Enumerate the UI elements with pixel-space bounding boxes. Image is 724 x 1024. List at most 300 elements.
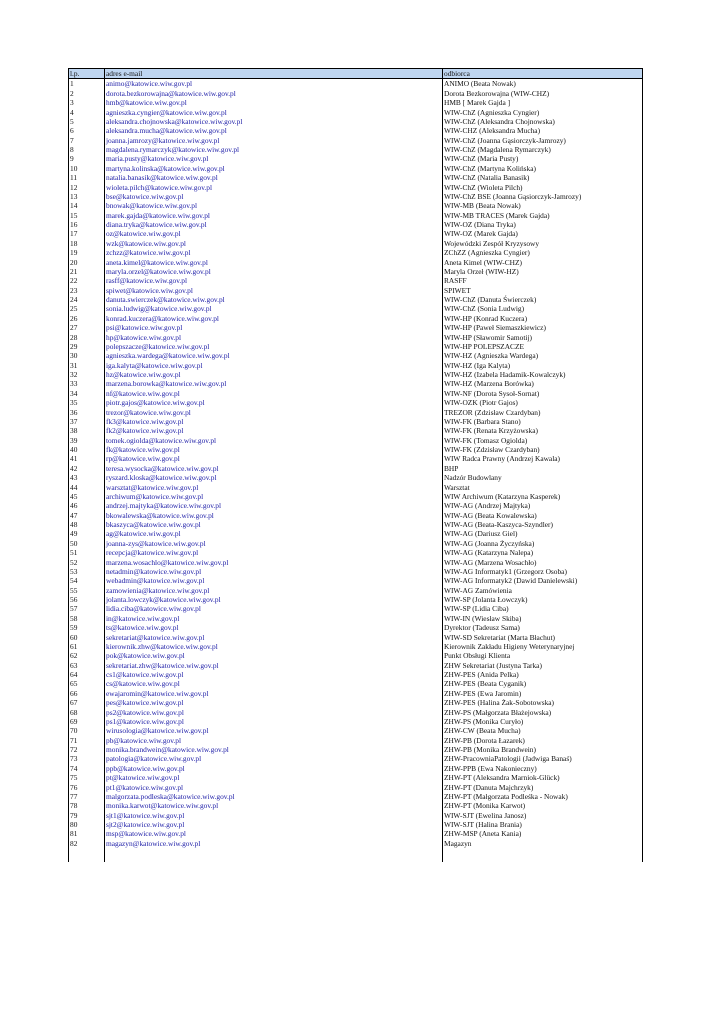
table-row <box>69 361 643 370</box>
table-row <box>69 464 643 473</box>
row-email[interactable]: ag@katowice.wiw.gov.pl <box>105 529 443 538</box>
row-email[interactable]: piotr.gajos@katowice.wiw.gov.pl <box>105 398 443 407</box>
row-email[interactable]: bse@katowice.wiw.gov.pl <box>105 192 443 201</box>
table-row <box>69 839 643 848</box>
row-recipient: ZHW-PracowniaPatologii (Jadwiga Banaś) <box>443 754 643 763</box>
row-email[interactable]: lidia.ciba@katowice.wiw.gov.pl <box>105 604 443 613</box>
row-email[interactable]: cs1@katowice.wiw.gov.pl <box>105 670 443 679</box>
row-email[interactable]: warsztat@katowice.wiw.gov.pl <box>105 483 443 492</box>
row-number: 63 <box>69 661 105 670</box>
row-number: 33 <box>69 379 105 388</box>
row-recipient: Magazyn <box>443 839 643 848</box>
row-email[interactable]: rp@katowice.wiw.gov.pl <box>105 454 443 463</box>
table-row <box>69 89 643 98</box>
row-recipient: WIW-HZ (Iga Kalyta) <box>443 361 643 370</box>
table-row <box>69 79 643 89</box>
row-email[interactable]: marzena.borowka@katowice.wiw.gov.pl <box>105 379 443 388</box>
row-number: 75 <box>69 773 105 782</box>
row-number: 80 <box>69 820 105 829</box>
row-number: 34 <box>69 389 105 398</box>
row-email[interactable]: msp@katowice.wiw.gov.pl <box>105 829 443 838</box>
table-row <box>69 117 643 126</box>
row-email[interactable]: agnieszka.cyngier@katowice.wiw.gov.pl <box>105 108 443 117</box>
row-recipient: WIW-HP (Konrad Kuczera) <box>443 314 643 323</box>
table-row <box>69 239 643 248</box>
row-number: 68 <box>69 708 105 717</box>
table-row <box>69 183 643 192</box>
table-row <box>69 698 643 707</box>
row-recipient: WIW-HP (Sławomir Samotij) <box>443 333 643 342</box>
row-recipient: TREZOR (Zdzisław Czardyban) <box>443 408 643 417</box>
row-email[interactable]: magdalena.rymarczyk@katowice.wiw.gov.pl <box>105 145 443 154</box>
row-email[interactable]: fk@katowice.wiw.gov.pl <box>105 445 443 454</box>
table-row <box>69 417 643 426</box>
row-email[interactable]: zchzz@katowice.wiw.gov.pl <box>105 248 443 257</box>
row-email[interactable]: marek.gajda@katowice.wiw.gov.pl <box>105 211 443 220</box>
header-email: adres e-mail <box>105 69 443 79</box>
row-number: 70 <box>69 726 105 735</box>
row-email[interactable]: sonia.ludwig@katowice.wiw.gov.pl <box>105 304 443 313</box>
row-recipient: WIW-IN (Wiesław Skiba) <box>443 614 643 623</box>
row-recipient: ZHW-PS (Monika Curyło) <box>443 717 643 726</box>
row-email[interactable]: malgorzata.podleska@katowice.wiw.gov.pl <box>105 792 443 801</box>
row-number: 62 <box>69 651 105 660</box>
row-number: 58 <box>69 614 105 623</box>
row-recipient: WIW-AG Zamówienia <box>443 586 643 595</box>
table-row <box>69 801 643 810</box>
table-row <box>69 501 643 510</box>
row-email[interactable]: cs@katowice.wiw.gov.pl <box>105 679 443 688</box>
row-number: 78 <box>69 801 105 810</box>
header-lp: l.p. <box>69 69 105 79</box>
row-email[interactable]: danuta.swierczek@katowice.wiw.gov.pl <box>105 295 443 304</box>
table-row <box>69 661 643 670</box>
table-row <box>69 304 643 313</box>
row-number: 39 <box>69 436 105 445</box>
row-recipient: ZHW-PT (Aleksandra Marniok-Glück) <box>443 773 643 782</box>
row-number: 3 <box>69 98 105 107</box>
row-number: 13 <box>69 192 105 201</box>
row-recipient: WIW-OZ (Marek Gajda) <box>443 229 643 238</box>
row-recipient: BHP <box>443 464 643 473</box>
row-number: 71 <box>69 736 105 745</box>
row-email[interactable]: rasff@katowice.wiw.gov.pl <box>105 276 443 285</box>
table-row <box>69 370 643 379</box>
row-recipient: RASFF <box>443 276 643 285</box>
table-row <box>69 286 643 295</box>
row-number: 59 <box>69 623 105 632</box>
row-recipient: Maryla Orzeł (WIW-HZ) <box>443 267 643 276</box>
table-row <box>69 595 643 604</box>
table-row <box>69 473 643 482</box>
row-number: 54 <box>69 576 105 585</box>
row-email[interactable]: joanna.jamrozy@katowice.wiw.gov.pl <box>105 136 443 145</box>
row-recipient: WIW-AG (Beata Kowalewska) <box>443 511 643 520</box>
row-email[interactable]: konrad.kuczera@katowice.wiw.gov.pl <box>105 314 443 323</box>
row-number: 25 <box>69 304 105 313</box>
table-row <box>69 248 643 257</box>
table-row <box>69 220 643 229</box>
row-number: 30 <box>69 351 105 360</box>
row-email[interactable]: aleksandra.chojnowska@katowice.wiw.gov.pl <box>105 117 443 126</box>
row-number: 47 <box>69 511 105 520</box>
table-row <box>69 642 643 651</box>
row-email[interactable]: pb@katowice.wiw.gov.pl <box>105 736 443 745</box>
row-email[interactable]: wioleta.pilch@katowice.wiw.gov.pl <box>105 183 443 192</box>
row-email[interactable]: bnowak@katowice.wiw.gov.pl <box>105 201 443 210</box>
row-recipient: WIW-OZ (Diana Tryka) <box>443 220 643 229</box>
row-email[interactable]: pt1@katowice.wiw.gov.pl <box>105 783 443 792</box>
row-email[interactable]: archiwum@katowice.wiw.gov.pl <box>105 492 443 501</box>
table-row <box>69 529 643 538</box>
row-email[interactable]: bkowalewska@katowice.wiw.gov.pl <box>105 511 443 520</box>
row-email[interactable]: wirusologia@katowice.wiw.gov.pl <box>105 726 443 735</box>
row-number: 73 <box>69 754 105 763</box>
row-number: 26 <box>69 314 105 323</box>
table-row <box>69 333 643 342</box>
row-number: 17 <box>69 229 105 238</box>
row-recipient: WIW-CHZ (Aleksandra Mucha) <box>443 126 643 135</box>
row-recipient: WIW-AG (Dariusz Giel) <box>443 529 643 538</box>
row-recipient: ZHW-PT (Monika Karwot) <box>443 801 643 810</box>
table-row <box>69 520 643 529</box>
table-row <box>69 773 643 782</box>
table-row <box>69 483 643 492</box>
row-number: 12 <box>69 183 105 192</box>
row-email[interactable]: hmb@katowice.wiw.gov.pl <box>105 98 443 107</box>
row-email[interactable]: ewajaromin@katowice.wiw.gov.pl <box>105 689 443 698</box>
row-recipient: WIW-AG (Marzena Wosachło) <box>443 558 643 567</box>
row-email[interactable]: bkaszyca@katowice.wiw.gov.pl <box>105 520 443 529</box>
row-recipient: WIW-NF (Dorota Sysoł-Sornat) <box>443 389 643 398</box>
row-email[interactable]: kierownik.zhw@katowice.wiw.gov.pl <box>105 642 443 651</box>
row-recipient: WIW-HP POLEPSZACZE <box>443 342 643 351</box>
row-number: 77 <box>69 792 105 801</box>
row-number: 1 <box>69 79 105 89</box>
row-number: 20 <box>69 258 105 267</box>
row-email[interactable]: spiwet@katowice.wiw.gov.pl <box>105 286 443 295</box>
table-row <box>69 604 643 613</box>
row-email[interactable]: natalia.banasik@katowice.wiw.gov.pl <box>105 173 443 182</box>
row-recipient: WIW-ChZ (Aleksandra Chojnowska) <box>443 117 643 126</box>
table-row <box>69 811 643 820</box>
row-number: 2 <box>69 89 105 98</box>
row-email[interactable]: monika.brandwein@katowice.wiw.gov.pl <box>105 745 443 754</box>
row-number: 7 <box>69 136 105 145</box>
row-email[interactable]: magazyn@katowice.wiw.gov.pl <box>105 839 443 848</box>
row-email[interactable]: andrzej.majtyka@katowice.wiw.gov.pl <box>105 501 443 510</box>
row-email[interactable]: sjt1@katowice.wiw.gov.pl <box>105 811 443 820</box>
row-number: 53 <box>69 567 105 576</box>
row-recipient: WIW-HZ (Marzena Borówka) <box>443 379 643 388</box>
table-row <box>69 276 643 285</box>
row-recipient: WIW-FK (Tomasz Ogiolda) <box>443 436 643 445</box>
row-number: 67 <box>69 698 105 707</box>
row-number: 52 <box>69 558 105 567</box>
row-number: 72 <box>69 745 105 754</box>
row-email[interactable]: sjt2@katowice.wiw.gov.pl <box>105 820 443 829</box>
row-number: 14 <box>69 201 105 210</box>
row-recipient: WIW-FK (Barbara Stano) <box>443 417 643 426</box>
row-email[interactable]: zamowienia@katowice.wiw.gov.pl <box>105 586 443 595</box>
table-row <box>69 351 643 360</box>
table-row <box>69 173 643 182</box>
row-number: 65 <box>69 679 105 688</box>
row-email[interactable]: dorota.bezkorowajna@katowice.wiw.gov.pl <box>105 89 443 98</box>
row-email[interactable]: in@katowice.wiw.gov.pl <box>105 614 443 623</box>
row-recipient: ZHW-PB (Dorota Łazarek) <box>443 736 643 745</box>
row-number: 64 <box>69 670 105 679</box>
table-row <box>69 314 643 323</box>
row-number: 22 <box>69 276 105 285</box>
row-recipient: WIW-FK (Renata Krzyżowska) <box>443 426 643 435</box>
row-number: 76 <box>69 783 105 792</box>
row-recipient: ANIMO (Beata Nowak) <box>443 79 643 89</box>
table-row <box>69 754 643 763</box>
row-number: 19 <box>69 248 105 257</box>
row-email[interactable]: psi@katowice.wiw.gov.pl <box>105 323 443 332</box>
row-number: 45 <box>69 492 105 501</box>
table-row <box>69 539 643 548</box>
row-recipient: WIW-AG (Katarzyna Nalepa) <box>443 548 643 557</box>
row-recipient: WIW-OZK (Piotr Gajos) <box>443 398 643 407</box>
row-number: 27 <box>69 323 105 332</box>
table-row <box>69 745 643 754</box>
table-row <box>69 820 643 829</box>
row-email[interactable]: ps1@katowice.wiw.gov.pl <box>105 717 443 726</box>
table-row <box>69 145 643 154</box>
row-recipient: WIW-ChZ (Agnieszka Cyngier) <box>443 108 643 117</box>
row-recipient: WIW-SJT (Halina Brania) <box>443 820 643 829</box>
row-email[interactable]: wzk@katowice.wiw.gov.pl <box>105 239 443 248</box>
row-number: 60 <box>69 633 105 642</box>
row-email[interactable]: maria.pusty@katowice.wiw.gov.pl <box>105 154 443 163</box>
table-header-row <box>69 69 643 79</box>
table-row <box>69 623 643 632</box>
row-recipient: WIW-ChZ (Joanna Gąsiorczyk-Jamrozy) <box>443 136 643 145</box>
row-email[interactable]: pes@katowice.wiw.gov.pl <box>105 698 443 707</box>
row-email[interactable]: pok@katowice.wiw.gov.pl <box>105 651 443 660</box>
row-email[interactable]: iga.kalyta@katowice.wiw.gov.pl <box>105 361 443 370</box>
row-recipient: ZHW-PT (Małgorzata Podleśka - Nowak) <box>443 792 643 801</box>
row-email[interactable]: pt@katowice.wiw.gov.pl <box>105 773 443 782</box>
table-row <box>69 398 643 407</box>
row-email[interactable]: oz@katowice.wiw.gov.pl <box>105 229 443 238</box>
row-recipient: WIW-AG (Andrzej Majtyka) <box>443 501 643 510</box>
table-row <box>69 717 643 726</box>
row-recipient: WIW-AG Informatyk1 (Grzegorz Osoba) <box>443 567 643 576</box>
table-row <box>69 211 643 220</box>
row-number: 37 <box>69 417 105 426</box>
row-number: 55 <box>69 586 105 595</box>
row-email[interactable]: animo@katowice.wiw.gov.pl <box>105 79 443 89</box>
table-row <box>69 689 643 698</box>
row-email[interactable]: sekretariat.zhw@katowice.wiw.gov.pl <box>105 661 443 670</box>
table-row <box>69 295 643 304</box>
row-recipient: Dyrektor (Tadeusz Sama) <box>443 623 643 632</box>
table-row <box>69 829 643 838</box>
row-email[interactable]: teresa.wysocka@katowice.wiw.gov.pl <box>105 464 443 473</box>
table-row <box>69 586 643 595</box>
table-row <box>69 258 643 267</box>
table-row <box>69 201 643 210</box>
row-number: 56 <box>69 595 105 604</box>
table-row <box>69 192 643 201</box>
row-recipient: WIW-ChZ BSE (Joanna Gąsiorczyk-Jamrozy) <box>443 192 643 201</box>
table-row <box>69 154 643 163</box>
row-number: 32 <box>69 370 105 379</box>
table-row <box>69 492 643 501</box>
row-email[interactable]: sekretariat@katowice.wiw.gov.pl <box>105 633 443 642</box>
row-email[interactable]: marzena.wosachlo@katowice.wiw.gov.pl <box>105 558 443 567</box>
row-number: 28 <box>69 333 105 342</box>
document-page <box>68 68 642 862</box>
row-number: 38 <box>69 426 105 435</box>
row-recipient: WIW-AG (Beata-Kaszyca-Szyndler) <box>443 520 643 529</box>
row-recipient: ZHW-MSP (Aneta Kania) <box>443 829 643 838</box>
header-recipient: odbiorca <box>443 69 643 79</box>
row-recipient: WIW-ChZ (Natalia Banasik) <box>443 173 643 182</box>
table-row <box>69 164 643 173</box>
table-row <box>69 567 643 576</box>
row-email[interactable]: patologia@katowice.wiw.gov.pl <box>105 754 443 763</box>
row-email[interactable]: fk3@katowice.wiw.gov.pl <box>105 417 443 426</box>
row-email[interactable]: ps2@katowice.wiw.gov.pl <box>105 708 443 717</box>
empty-cell <box>443 848 643 862</box>
table-row <box>69 558 643 567</box>
table-row <box>69 708 643 717</box>
row-recipient: Dorota Bezkorowajna (WIW-CHZ) <box>443 89 643 98</box>
row-number: 66 <box>69 689 105 698</box>
table-row <box>69 445 643 454</box>
table-row <box>69 342 643 351</box>
row-email[interactable]: netadmin@katowice.wiw.gov.pl <box>105 567 443 576</box>
row-number: 23 <box>69 286 105 295</box>
row-email[interactable]: webadmin@katowice.wiw.gov.pl <box>105 576 443 585</box>
row-number: 9 <box>69 154 105 163</box>
table-row <box>69 736 643 745</box>
row-email[interactable]: ryszard.kloska@katowice.wiw.gov.pl <box>105 473 443 482</box>
row-number: 81 <box>69 829 105 838</box>
row-email[interactable]: joanna-zys@katowice.wiw.gov.pl <box>105 539 443 548</box>
row-recipient: WIW Archiwum (Katarzyna Kasperek) <box>443 492 643 501</box>
row-email[interactable]: aleksandra.mucha@katowice.wiw.gov.pl <box>105 126 443 135</box>
table-row <box>69 783 643 792</box>
row-email[interactable]: jolanta.lowczyk@katowice.wiw.gov.pl <box>105 595 443 604</box>
row-number: 48 <box>69 520 105 529</box>
row-number: 57 <box>69 604 105 613</box>
row-email[interactable]: diana.tryka@katowice.wiw.gov.pl <box>105 220 443 229</box>
row-recipient: ZHW-PT (Danuta Majchrzyk) <box>443 783 643 792</box>
table-row <box>69 379 643 388</box>
row-number: 69 <box>69 717 105 726</box>
row-recipient: WIW-MB TRACES (Marek Gajda) <box>443 211 643 220</box>
row-recipient: WIW-HZ (Izabela Hadamik-Kowalczyk) <box>443 370 643 379</box>
row-number: 18 <box>69 239 105 248</box>
table-row <box>69 426 643 435</box>
row-email[interactable]: martyna.kolinska@katowice.wiw.gov.pl <box>105 164 443 173</box>
table-row <box>69 98 643 107</box>
row-recipient: ZHW-PPB (Ewa Nakonieczny) <box>443 764 643 773</box>
row-number: 50 <box>69 539 105 548</box>
row-recipient: WIW-ChZ (Wioleta Pilch) <box>443 183 643 192</box>
row-recipient: Warsztat <box>443 483 643 492</box>
row-number: 29 <box>69 342 105 351</box>
row-number: 16 <box>69 220 105 229</box>
table-row <box>69 726 643 735</box>
table-row <box>69 323 643 332</box>
table-row <box>69 679 643 688</box>
row-number: 21 <box>69 267 105 276</box>
row-email[interactable]: polepszacze@katowice.wiw.gov.pl <box>105 342 443 351</box>
row-recipient: ZHW-PES (Halina Żak-Sobotowska) <box>443 698 643 707</box>
row-email[interactable]: tomek.ogiolda@katowice.wiw.gov.pl <box>105 436 443 445</box>
row-recipient: WIW-SP (Lidia Ciba) <box>443 604 643 613</box>
row-recipient: Wojewódzki Zespół Kryzysowy <box>443 239 643 248</box>
row-email[interactable]: nf@katowice.wiw.gov.pl <box>105 389 443 398</box>
row-number: 10 <box>69 164 105 173</box>
row-email[interactable]: monika.karwot@katowice.wiw.gov.pl <box>105 801 443 810</box>
table-row <box>69 576 643 585</box>
row-recipient: SPIWET <box>443 286 643 295</box>
row-email[interactable]: ppb@katowice.wiw.gov.pl <box>105 764 443 773</box>
row-number: 61 <box>69 642 105 651</box>
row-email[interactable]: maryla.orzel@katowice.wiw.gov.pl <box>105 267 443 276</box>
row-email[interactable]: trezor@katowice.wiw.gov.pl <box>105 408 443 417</box>
row-recipient: WIW-SP (Jolanta Łowczyk) <box>443 595 643 604</box>
row-recipient: ZHW-PES (Ewa Jaromin) <box>443 689 643 698</box>
row-recipient: WIW-HZ (Agnieszka Wardega) <box>443 351 643 360</box>
row-recipient: WIW-HP (Paweł Siemaszkiewicz) <box>443 323 643 332</box>
row-recipient: WIW-FK (Zdzisław Czardyban) <box>443 445 643 454</box>
table-tail-row <box>69 848 643 862</box>
table-row <box>69 511 643 520</box>
table-row <box>69 229 643 238</box>
row-email[interactable]: fk2@katowice.wiw.gov.pl <box>105 426 443 435</box>
row-email[interactable]: agnieszka.wardega@katowice.wiw.gov.pl <box>105 351 443 360</box>
row-recipient: WIW-AG (Joanna Życzyńska) <box>443 539 643 548</box>
row-number: 51 <box>69 548 105 557</box>
row-number: 79 <box>69 811 105 820</box>
row-recipient: WIW-AG Informatyk2 (Dawid Danielewski) <box>443 576 643 585</box>
table-row <box>69 792 643 801</box>
empty-cell <box>69 848 105 862</box>
row-number: 43 <box>69 473 105 482</box>
row-recipient: ZHW-PES (Anida Pelka) <box>443 670 643 679</box>
table-row <box>69 670 643 679</box>
row-recipient: WIW Radca Prawny (Andrzej Kawala) <box>443 454 643 463</box>
empty-cell <box>105 848 443 862</box>
row-email[interactable]: recepcja@katowice.wiw.gov.pl <box>105 548 443 557</box>
row-recipient: WIW-ChZ (Maria Pusty) <box>443 154 643 163</box>
table-row <box>69 389 643 398</box>
row-recipient: Aneta Kimel (WIW-CHZ) <box>443 258 643 267</box>
row-recipient: WIW-SJT (Ewelina Janosz) <box>443 811 643 820</box>
table-row <box>69 764 643 773</box>
row-recipient: ZChZZ (Agnieszka Cyngier) <box>443 248 643 257</box>
row-email[interactable]: ts@katowice.wiw.gov.pl <box>105 623 443 632</box>
row-email[interactable]: hz@katowice.wiw.gov.pl <box>105 370 443 379</box>
row-recipient: WIW-SD Sekretariat (Marta Błachut) <box>443 633 643 642</box>
row-recipient: WIW-MB (Beata Nowak) <box>443 201 643 210</box>
row-email[interactable]: aneta.kimel@katowice.wiw.gov.pl <box>105 258 443 267</box>
row-number: 44 <box>69 483 105 492</box>
row-recipient: Nadzór Budowlany <box>443 473 643 482</box>
row-recipient: HMB [ Marek Gajda ] <box>443 98 643 107</box>
row-recipient: Punkt Obsługi Klienta <box>443 651 643 660</box>
row-recipient: ZHW-PB (Monika Brandwein) <box>443 745 643 754</box>
row-email[interactable]: hp@katowice.wiw.gov.pl <box>105 333 443 342</box>
